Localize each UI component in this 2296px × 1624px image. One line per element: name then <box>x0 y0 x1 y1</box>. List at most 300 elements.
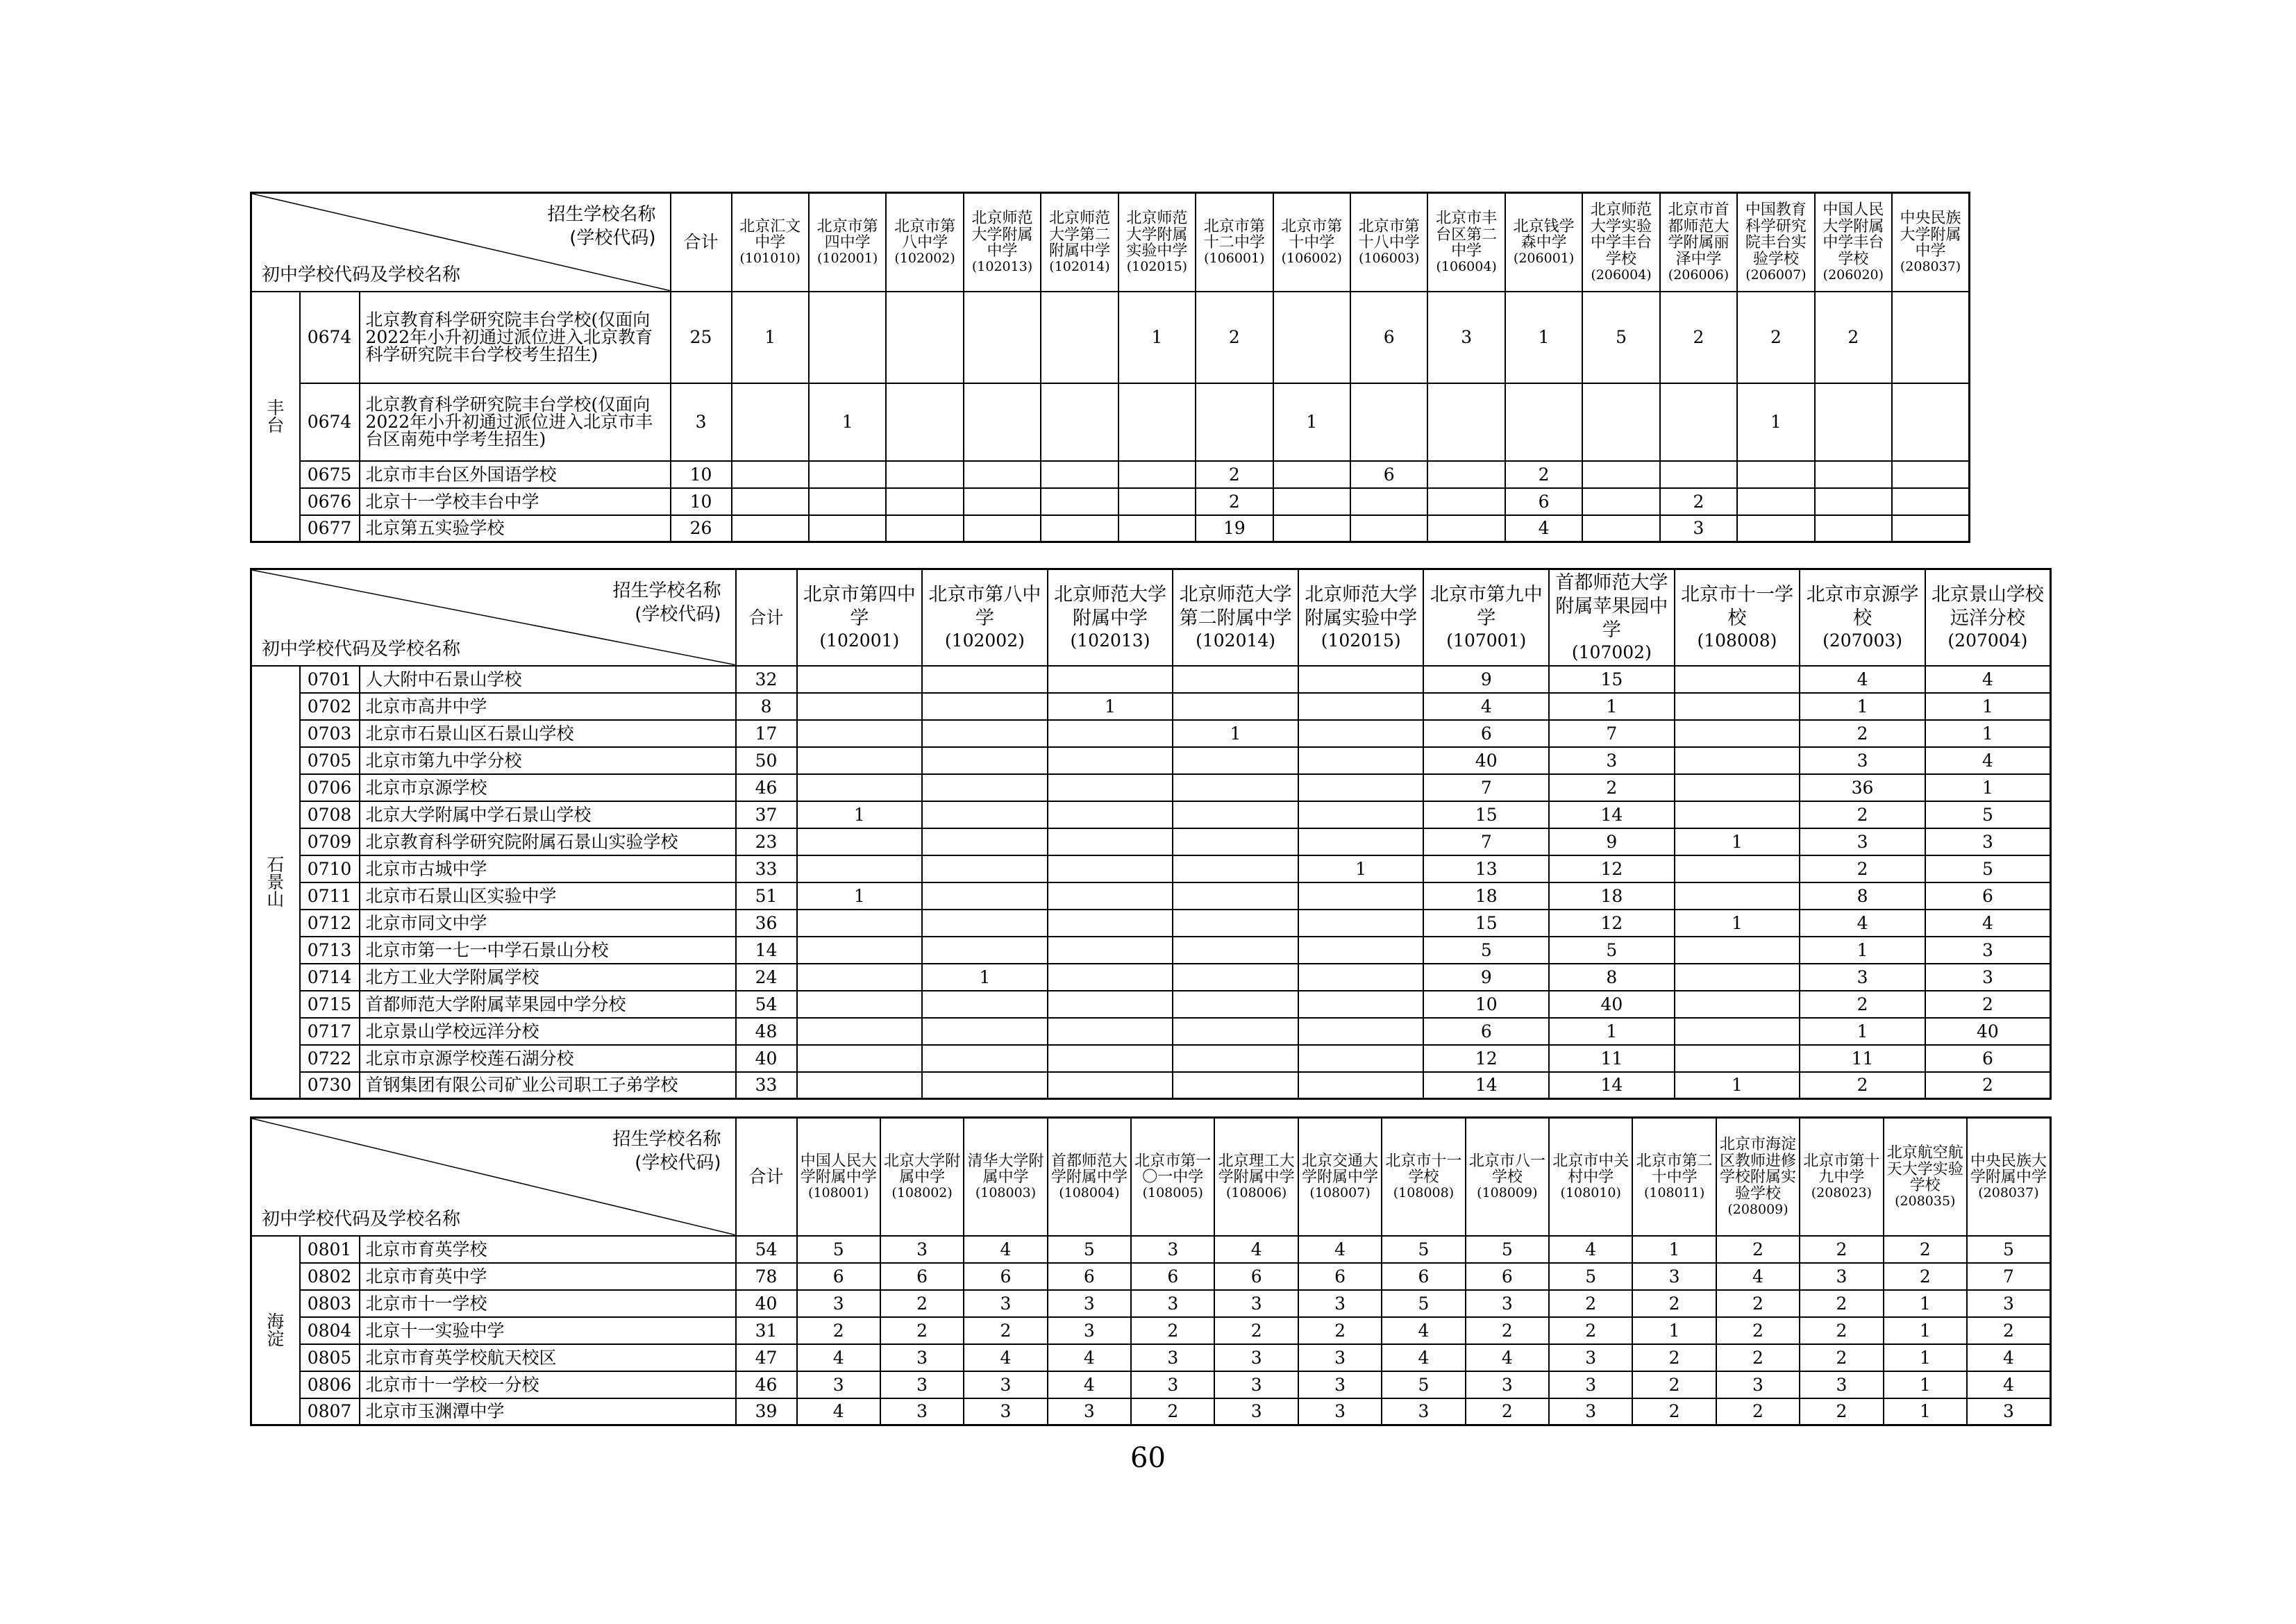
column-header <box>797 569 923 666</box>
quota-cell: 2 <box>1196 461 1273 488</box>
column-school-code: (208037) <box>1900 259 1961 275</box>
quota-cell <box>1298 882 1424 910</box>
school-name-cell: 北京教育科学研究院丰台学校(仅面向2022年小升初通过派位进入北京市丰台区南苑中学考生招生) <box>360 383 671 461</box>
column-school-name: 中央民族大学附属中学 <box>1970 1152 2047 1187</box>
recruit-school-header <box>613 580 721 627</box>
column-header <box>1884 1118 1967 1236</box>
quota-cell <box>1675 747 1800 774</box>
column-school-name: 北京市十一学校 <box>1385 1152 1462 1187</box>
quota-cell <box>1815 383 1892 461</box>
school-name-cell: 北京市高井中学 <box>360 693 736 720</box>
total-header: 合计 <box>736 569 797 666</box>
quota-cell <box>1675 991 1800 1018</box>
total-cell: 32 <box>736 666 797 693</box>
diagonal-header-cell <box>251 569 736 666</box>
quota-cell: 3 <box>1131 1371 1214 1398</box>
column-school-name: 北京师范大学第二附属中学 <box>1048 209 1110 260</box>
quota-cell: 40 <box>1925 1018 2051 1045</box>
quota-cell <box>886 292 963 383</box>
column-school-code: (102014) <box>1196 630 1276 651</box>
quota-cell: 1 <box>809 383 886 461</box>
quota-cell: 2 <box>1298 1317 1382 1344</box>
quota-cell <box>1173 910 1298 937</box>
quota-cell <box>1173 828 1298 855</box>
column-school-name: 北京理工大学附属中学 <box>1218 1152 1295 1187</box>
quota-cell <box>1675 1018 1800 1045</box>
quota-cell <box>1173 693 1298 720</box>
quota-cell: 18 <box>1549 882 1675 910</box>
table-haidian <box>250 1116 2052 1426</box>
quota-cell: 12 <box>1549 855 1675 882</box>
column-header <box>1660 193 1737 292</box>
quota-cell <box>1298 964 1424 991</box>
quota-cell: 6 <box>1925 882 2051 910</box>
total-cell: 36 <box>736 910 797 937</box>
quota-cell <box>1273 292 1350 383</box>
column-school-name: 北京交通大学附属中学 <box>1302 1152 1379 1187</box>
quota-cell <box>1118 383 1196 461</box>
quota-cell <box>809 515 886 542</box>
total-cell: 17 <box>736 720 797 747</box>
column-school-name: 北京师范大学附属中学 <box>1054 583 1166 629</box>
quota-cell <box>1582 461 1659 488</box>
quota-cell: 1 <box>1884 1371 1967 1398</box>
table-row <box>251 1344 2051 1371</box>
quota-cell <box>1427 488 1505 515</box>
quota-cell: 3 <box>1800 747 1925 774</box>
quota-cell: 2 <box>1800 801 1925 828</box>
quota-cell: 1 <box>1925 720 2051 747</box>
diagonal-header-cell <box>251 1118 736 1236</box>
column-header <box>1815 193 1892 292</box>
quota-cell <box>1892 488 1969 515</box>
quota-cell <box>797 1072 923 1099</box>
quota-cell <box>922 937 1048 964</box>
quota-cell <box>922 801 1048 828</box>
quota-cell: 1 <box>1925 774 2051 801</box>
district-char: 石 <box>267 854 285 875</box>
column-school-code: (102001) <box>819 630 900 651</box>
quota-cell <box>797 828 923 855</box>
quota-cell: 1 <box>1298 855 1424 882</box>
quota-cell <box>1273 488 1350 515</box>
quota-cell <box>1173 1072 1298 1099</box>
quota-cell: 6 <box>1048 1263 1131 1290</box>
column-header <box>964 193 1041 292</box>
quota-cell: 2 <box>964 1317 1047 1344</box>
school-name-cell: 北京市第九中学分校 <box>360 747 736 774</box>
quota-cell <box>797 666 923 693</box>
quota-cell: 3 <box>1660 515 1737 542</box>
school-name-cell: 北京市京源学校莲石湖分校 <box>360 1045 736 1072</box>
school-code-cell: 0801 <box>300 1236 360 1263</box>
quota-cell: 4 <box>1716 1263 1800 1290</box>
school-code-cell: 0713 <box>300 937 360 964</box>
quota-cell: 4 <box>1048 1344 1131 1371</box>
quota-cell <box>1173 774 1298 801</box>
quota-cell: 3 <box>1298 1398 1382 1425</box>
column-school-name: 北京市第四中学 <box>816 217 878 252</box>
quota-cell: 2 <box>1214 1317 1298 1344</box>
column-school-code: (207003) <box>1822 630 1903 651</box>
table-row <box>251 1263 2051 1290</box>
total-cell: 33 <box>736 1072 797 1099</box>
junior-school-label: 初中学校代码及学校名称 <box>262 264 461 285</box>
column-school-name: 北京市八一学校 <box>1468 1152 1545 1187</box>
column-school-name: 北京市丰台区第二中学 <box>1436 209 1498 260</box>
school-code-cell: 0806 <box>300 1371 360 1398</box>
quota-cell <box>1298 801 1424 828</box>
column-school-code: (102013) <box>1070 630 1150 651</box>
column-school-name: 北京市第二十中学 <box>1636 1152 1713 1187</box>
quota-cell: 5 <box>1549 937 1675 964</box>
quota-cell <box>1660 383 1737 461</box>
quota-cell <box>1048 666 1173 693</box>
column-school-code: (206004) <box>1591 267 1652 283</box>
quota-cell: 3 <box>797 1371 880 1398</box>
recruit-school-label: 招生学校名称 <box>612 1129 721 1150</box>
quota-cell <box>1675 964 1800 991</box>
quota-cell: 8 <box>1549 964 1675 991</box>
quota-cell: 7 <box>1967 1263 2050 1290</box>
table-row <box>251 461 1970 488</box>
table-row <box>251 1290 2051 1317</box>
column-school-name: 北京市第八中学 <box>894 217 956 252</box>
quota-cell <box>797 1018 923 1045</box>
district-char: 海 <box>267 1311 285 1332</box>
quota-cell <box>886 515 963 542</box>
junior-school-label: 初中学校代码及学校名称 <box>262 1208 461 1230</box>
total-cell: 10 <box>671 461 732 488</box>
quota-cell <box>964 383 1041 461</box>
district-cell <box>251 1236 300 1425</box>
quota-cell: 6 <box>880 1263 964 1290</box>
table-row <box>251 1045 2051 1072</box>
quota-cell: 1 <box>1048 693 1173 720</box>
quota-cell: 2 <box>1800 1236 1883 1263</box>
quota-cell <box>1173 1018 1298 1045</box>
quota-cell: 3 <box>1549 1344 1632 1371</box>
column-school-name: 北京汇文中学 <box>739 217 801 252</box>
quota-cell: 3 <box>1549 1371 1632 1398</box>
quota-cell <box>1298 828 1424 855</box>
quota-cell <box>1675 801 1800 828</box>
quota-cell <box>1298 910 1424 937</box>
quota-cell <box>1350 488 1427 515</box>
quota-cell <box>1675 1045 1800 1072</box>
quota-cell <box>1048 774 1173 801</box>
quota-cell: 11 <box>1549 1045 1675 1072</box>
column-school-name: 北京师范大学附属中学 <box>971 209 1033 260</box>
table-row <box>251 964 2051 991</box>
quota-cell <box>964 515 1041 542</box>
column-school-name: 北京景山学校远洋分校 <box>1931 583 2044 629</box>
quota-cell: 3 <box>1048 1317 1131 1344</box>
column-school-code: (208035) <box>1895 1194 1956 1209</box>
quota-cell: 4 <box>1298 1236 1382 1263</box>
column-school-code: (107001) <box>1446 630 1527 651</box>
quota-cell: 2 <box>1884 1263 1967 1290</box>
quota-cell <box>1815 461 1892 488</box>
column-header <box>880 1118 964 1236</box>
quota-cell <box>1273 461 1350 488</box>
school-code-cell: 0709 <box>300 828 360 855</box>
column-school-code: (108006) <box>1225 1185 1287 1201</box>
quota-cell: 1 <box>1273 383 1350 461</box>
column-school-name: 北京钱学森中学 <box>1513 217 1575 252</box>
column-school-code: (102015) <box>1321 630 1401 651</box>
quota-cell <box>1660 461 1737 488</box>
column-school-code: (108004) <box>1059 1185 1120 1201</box>
quota-cell <box>1737 488 1814 515</box>
table-row <box>251 801 2051 828</box>
quota-cell <box>1196 383 1273 461</box>
column-school-name: 北京市第十九中学 <box>1803 1152 1880 1187</box>
quota-cell: 3 <box>1382 1398 1465 1425</box>
total-header: 合计 <box>671 193 732 292</box>
column-school-code: (108005) <box>1142 1185 1203 1201</box>
column-header <box>1632 1118 1716 1236</box>
quota-cell <box>964 461 1041 488</box>
quota-cell <box>797 747 923 774</box>
quota-cell: 2 <box>1131 1398 1214 1425</box>
district-char: 台 <box>267 415 285 435</box>
column-header <box>809 193 886 292</box>
total-cell: 10 <box>671 488 732 515</box>
school-name-cell: 北京市同文中学 <box>360 910 736 937</box>
column-school-code: (106003) <box>1359 251 1420 267</box>
column-header <box>1273 193 1350 292</box>
column-header <box>1800 569 1925 666</box>
quota-cell: 5 <box>1466 1236 1549 1263</box>
quota-cell <box>1041 292 1118 383</box>
column-header <box>1048 569 1173 666</box>
table-shijingshan <box>250 568 2052 1100</box>
header-row <box>251 569 2051 666</box>
quota-cell <box>922 693 1048 720</box>
quota-cell: 1 <box>1884 1398 1967 1425</box>
quota-cell <box>1041 488 1118 515</box>
quota-cell: 7 <box>1549 720 1675 747</box>
quota-cell <box>1427 383 1505 461</box>
quota-cell: 1 <box>1118 292 1196 383</box>
quota-cell: 15 <box>1423 801 1549 828</box>
column-school-code: (206006) <box>1668 267 1729 283</box>
column-school-code: (206007) <box>1745 267 1807 283</box>
quota-cell <box>1041 515 1118 542</box>
total-cell: 8 <box>736 693 797 720</box>
quota-cell: 2 <box>1800 1317 1883 1344</box>
table-row <box>251 1398 2051 1425</box>
quota-cell: 3 <box>1214 1290 1298 1317</box>
quota-cell: 5 <box>1382 1290 1465 1317</box>
column-school-code: (208009) <box>1727 1201 1788 1217</box>
column-school-name: 北京市十一学校 <box>1680 583 1793 629</box>
quota-cell: 5 <box>1048 1236 1131 1263</box>
total-cell: 46 <box>736 1371 797 1398</box>
school-code-cell: 0702 <box>300 693 360 720</box>
quota-cell <box>1427 515 1505 542</box>
school-code-label: (学校代码) <box>635 1152 721 1173</box>
quota-cell: 1 <box>1800 693 1925 720</box>
quota-cell: 40 <box>1423 747 1549 774</box>
quota-cell: 5 <box>1925 855 2051 882</box>
school-name-cell: 北京市玉渊潭中学 <box>360 1398 736 1425</box>
quota-cell: 4 <box>1382 1317 1465 1344</box>
total-header: 合计 <box>736 1118 797 1236</box>
table-row <box>251 693 2051 720</box>
quota-cell <box>809 488 886 515</box>
quota-cell: 4 <box>1800 910 1925 937</box>
quota-cell: 6 <box>1382 1263 1465 1290</box>
quota-cell <box>1048 747 1173 774</box>
school-name-cell: 北京市十一学校 <box>360 1290 736 1317</box>
quota-cell: 4 <box>797 1398 880 1425</box>
column-header <box>964 1118 1047 1236</box>
quota-cell: 4 <box>1925 910 2051 937</box>
quota-cell: 19 <box>1196 515 1273 542</box>
column-school-name: 北京市中关村中学 <box>1552 1152 1629 1187</box>
table-row <box>251 488 1970 515</box>
quota-cell: 2 <box>1549 774 1675 801</box>
quota-cell: 1 <box>1800 937 1925 964</box>
column-school-name: 北京市首都师范大学附属丽泽中学 <box>1668 201 1729 269</box>
quota-cell: 1 <box>1549 693 1675 720</box>
column-school-name: 北京市京源学校 <box>1806 583 1919 629</box>
quota-cell <box>922 720 1048 747</box>
quota-cell: 1 <box>797 801 923 828</box>
quota-cell <box>1173 991 1298 1018</box>
quota-cell <box>1048 828 1173 855</box>
quota-cell: 2 <box>1549 1290 1632 1317</box>
column-school-code: (206001) <box>1513 251 1575 267</box>
quota-cell <box>1048 855 1173 882</box>
quota-cell: 6 <box>1350 292 1427 383</box>
recruit-school-header <box>613 1128 721 1175</box>
column-school-code: (108009) <box>1477 1185 1538 1201</box>
quota-cell <box>922 1072 1048 1099</box>
school-name-cell: 首钢集团有限公司矿业公司职工子弟学校 <box>360 1072 736 1099</box>
quota-cell <box>1173 882 1298 910</box>
column-school-name: 北京市第一〇一中学 <box>1134 1152 1212 1187</box>
quota-cell: 1 <box>1632 1317 1716 1344</box>
column-header <box>1423 569 1549 666</box>
quota-cell <box>922 882 1048 910</box>
quota-cell: 1 <box>922 964 1048 991</box>
quota-cell: 3 <box>1925 828 2051 855</box>
district-char: 丰 <box>267 397 285 418</box>
quota-cell: 5 <box>1925 801 2051 828</box>
table-row <box>251 720 2051 747</box>
quota-cell: 3 <box>1048 1398 1131 1425</box>
school-code-cell: 0703 <box>300 720 360 747</box>
quota-cell <box>1505 383 1582 461</box>
column-school-name: 首都师范大学附属中学 <box>1050 1152 1128 1187</box>
quota-cell <box>732 383 809 461</box>
school-code-cell: 0708 <box>300 801 360 828</box>
quota-cell <box>1892 461 1969 488</box>
quota-cell: 2 <box>1660 292 1737 383</box>
quota-cell: 3 <box>1131 1236 1214 1263</box>
column-header <box>1737 193 1814 292</box>
quota-cell: 3 <box>1214 1371 1298 1398</box>
quota-cell: 4 <box>1214 1236 1298 1263</box>
quota-cell: 1 <box>1800 1018 1925 1045</box>
column-header <box>797 1118 880 1236</box>
quota-cell <box>797 693 923 720</box>
quota-cell <box>922 1018 1048 1045</box>
quota-cell: 3 <box>1967 1398 2050 1425</box>
quota-cell <box>797 774 923 801</box>
quota-cell <box>1048 720 1173 747</box>
quota-cell <box>797 937 923 964</box>
quota-cell <box>1298 1018 1424 1045</box>
quota-cell: 3 <box>1800 828 1925 855</box>
quota-cell: 4 <box>1048 1371 1131 1398</box>
quota-cell: 5 <box>1423 937 1549 964</box>
quota-cell: 2 <box>1815 292 1892 383</box>
column-school-name: 北京大学附属中学 <box>884 1152 961 1187</box>
quota-cell <box>1048 1072 1173 1099</box>
quota-cell: 4 <box>1423 693 1549 720</box>
school-code-label: (学校代码) <box>635 603 721 625</box>
column-header <box>886 193 963 292</box>
total-cell: 46 <box>736 774 797 801</box>
total-cell: 31 <box>736 1317 797 1344</box>
quota-cell <box>1118 515 1196 542</box>
column-school-code: (108007) <box>1309 1185 1371 1201</box>
quota-cell <box>1118 461 1196 488</box>
quota-cell: 1 <box>797 882 923 910</box>
column-header <box>1131 1118 1214 1236</box>
column-header <box>732 193 809 292</box>
column-school-name: 北京航空航天大学实验学校 <box>1886 1144 1963 1195</box>
school-code-cell: 0805 <box>300 1344 360 1371</box>
total-cell: 40 <box>736 1045 797 1072</box>
quota-cell: 2 <box>1131 1317 1214 1344</box>
school-name-cell: 北京景山学校远洋分校 <box>360 1018 736 1045</box>
quota-cell <box>922 774 1048 801</box>
school-code-cell: 0803 <box>300 1290 360 1317</box>
quota-cell: 9 <box>1549 828 1675 855</box>
quota-cell <box>797 720 923 747</box>
table-row <box>251 910 2051 937</box>
recruit-school-label: 招生学校名称 <box>547 204 656 225</box>
column-school-name: 中国人民大学附属中学丰台学校 <box>1822 201 1884 269</box>
column-school-code: (108011) <box>1643 1185 1705 1201</box>
quota-cell: 4 <box>1466 1344 1549 1371</box>
quota-cell <box>732 488 809 515</box>
district-char: 山 <box>267 889 285 910</box>
quota-cell: 4 <box>797 1344 880 1371</box>
quota-cell <box>1048 801 1173 828</box>
quota-cell <box>1350 515 1427 542</box>
quota-cell <box>1675 937 1800 964</box>
quota-cell <box>922 910 1048 937</box>
quota-cell <box>1298 720 1424 747</box>
quota-cell <box>809 292 886 383</box>
quota-cell: 2 <box>1800 720 1925 747</box>
column-school-code: (102015) <box>1126 259 1188 275</box>
column-school-name: 北京市海淀区教师进修学校附属实验学校 <box>1720 1135 1797 1203</box>
quota-cell: 2 <box>1800 1398 1883 1425</box>
diagonal-header-cell <box>251 193 671 292</box>
quota-cell <box>797 855 923 882</box>
quota-cell: 6 <box>964 1263 1047 1290</box>
quota-cell <box>922 1045 1048 1072</box>
quota-cell <box>1675 855 1800 882</box>
quota-cell <box>1048 1045 1173 1072</box>
